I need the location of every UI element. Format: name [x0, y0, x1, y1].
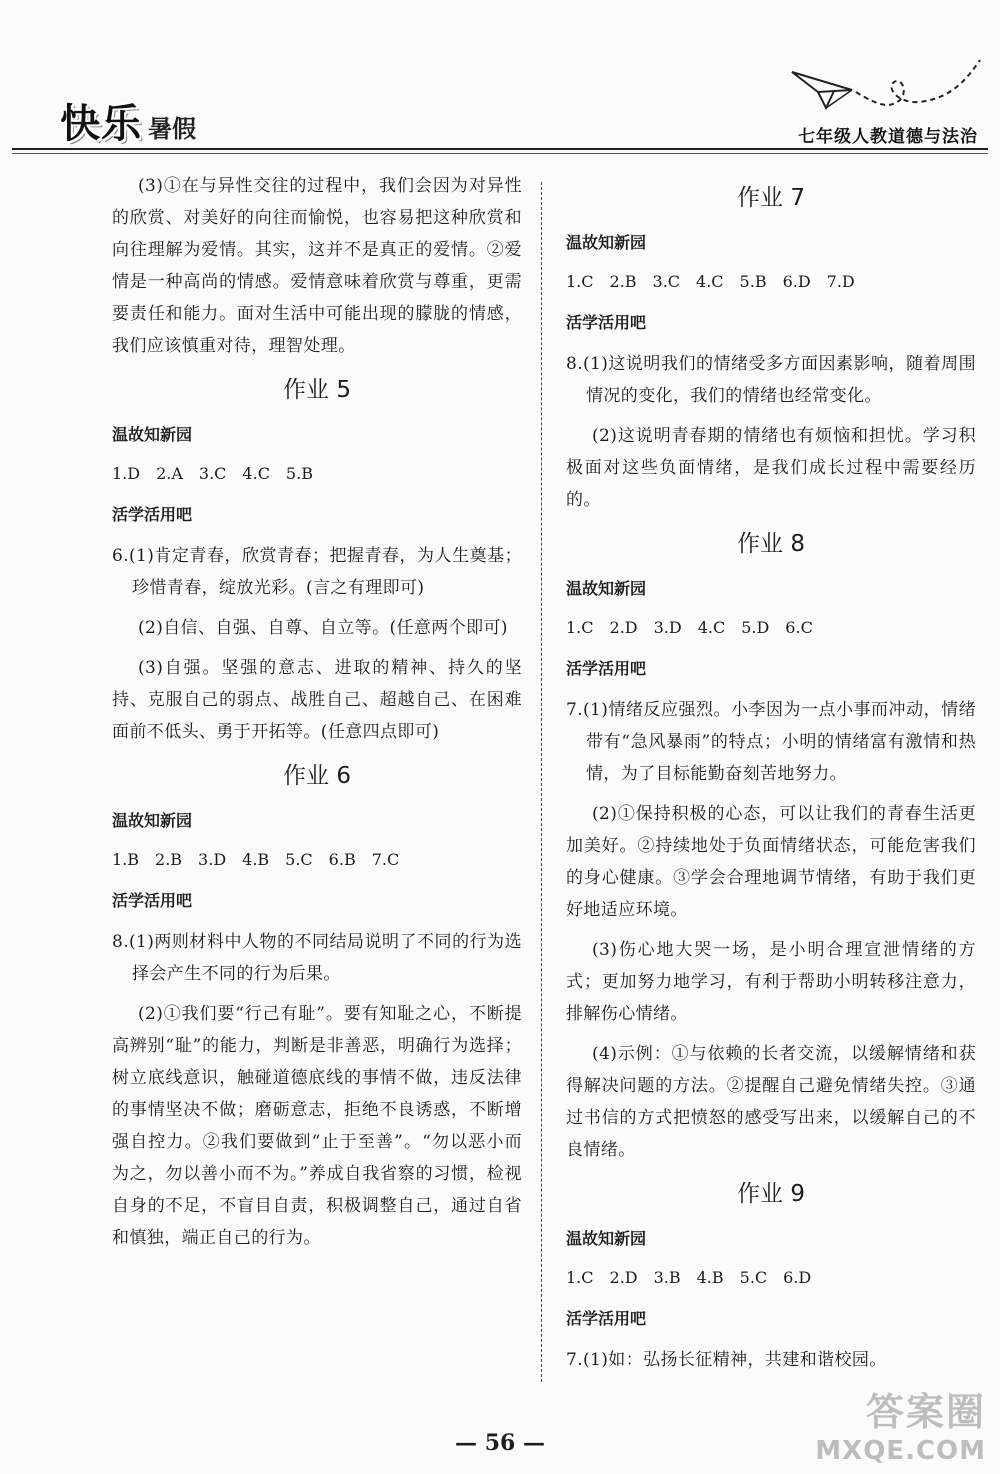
section-title-6: 作业 6 — [283, 763, 351, 789]
subject-label: 七年级人教道德与法治 — [798, 127, 978, 147]
apply-label: 活学活用吧 — [566, 1309, 647, 1328]
apply-label: 活学活用吧 — [112, 891, 193, 910]
answer-paragraph: 6.(1)肯定青春，欣赏青春；把握青春，为人生奠基；珍惜青春，绽放光彩。(言之有理即可) — [112, 546, 522, 598]
review-label: 温故知新园 — [112, 425, 193, 444]
choice-answers: 1.C 2.D 3.D 4.C 5.D 6.C — [566, 618, 813, 637]
answer-paragraph: (3)自强。坚强的意志、进取的精神、持久的坚持、克服自己的弱点、战胜自己、超越自己、在困难面前不低头、勇于开拓等。(任意四点即可) — [112, 658, 522, 742]
choice-answers: 1.D 2.A 3.C 4.C 5.B — [112, 464, 313, 483]
answer-paragraph: 7.(1)如：弘扬长征精神，共建和谐校园。 — [566, 1350, 887, 1370]
section-title-7: 作业 7 — [737, 185, 805, 211]
column-divider — [541, 182, 543, 1382]
answer-paragraph: (2)这说明青春期的情绪也有烦恼和担忧。学习积极面对这些负面情绪，是我们成长过程中需要经历的。 — [566, 426, 976, 510]
review-label: 温故知新园 — [566, 1229, 647, 1248]
choice-answers: 1.C 2.B 3.C 4.C 5.B 6.D 7.D — [566, 272, 855, 291]
review-label: 温故知新园 — [566, 233, 647, 252]
section-title-9: 作业 9 — [737, 1181, 805, 1207]
choice-answers: 1.B 2.B 3.D 4.B 5.C 6.B 7.C — [112, 850, 400, 869]
logo-main-text: 快乐 — [60, 101, 142, 147]
answer-paragraph: (4)示例：①与依赖的长者交流，以缓解情绪和获得解决问题的方法。②提醒自己避免情绪失控。③通过书信的方式把愤怒的感受写出来，以缓解自己的不良情绪。 — [566, 1044, 976, 1160]
answer-paragraph: (2)自信、自强、自尊、自立等。(任意两个即可) — [138, 618, 508, 638]
section-title-8: 作业 8 — [737, 531, 805, 557]
answer-paragraph: 7.(1)情绪反应强烈。小李因为一点小事而冲动，情绪带有“急风暴雨”的特点；小明的情绪富有激情和热情，为了目标能勤奋刻苦地努力。 — [566, 700, 976, 784]
left-column — [112, 170, 522, 1262]
logo-sub-text: 暑假 — [148, 115, 196, 143]
header-rule-thin — [12, 153, 988, 154]
answer-paragraph: (3)①在与异性交往的过程中，我们会因为对异性的欣赏、对美好的向往而愉悦，也容易把这种欣赏和向往理解为爱情。其实，这并不是真正的爱情。②爱情是一种高尚的情感。爱情意味着欣赏与尊重，更需要责任和能力。面对生活中可能出现的朦胧的情感，我们应该慎重对待，理智处理。 — [112, 176, 522, 356]
watermark-url: MXQE.COM — [815, 1436, 986, 1466]
apply-label: 活学活用吧 — [112, 505, 193, 524]
section-title-5: 作业 5 — [283, 377, 351, 403]
paper-plane-icon — [790, 52, 990, 132]
book-logo — [60, 92, 196, 149]
watermark-logo-text: 答案圈 — [865, 1390, 986, 1434]
answer-paragraph: 8.(1)两则材料中人物的不同结局说明了不同的行为选择会产生不同的行为后果。 — [112, 932, 522, 984]
apply-label: 活学活用吧 — [566, 313, 647, 332]
choice-answers: 1.C 2.D 3.B 4.B 5.C 6.D — [566, 1268, 812, 1287]
apply-label: 活学活用吧 — [566, 659, 647, 678]
review-label: 温故知新园 — [566, 579, 647, 598]
site-watermark — [815, 1381, 986, 1466]
page-number: — 56 — — [455, 1430, 545, 1456]
page-header — [0, 0, 1000, 160]
answer-paragraph: (2)①保持积极的心态，可以让我们的青春生活更加美好。②持续地处于负面情绪状态，可能危害我们的身心健康。③学会合理地调节情绪，有助于我们更好地适应环境。 — [566, 804, 976, 920]
answer-paragraph: (3)伤心地大哭一场，是小明合理宣泄情绪的方式；更加努力地学习，有利于帮助小明转移注意力，排解伤心情绪。 — [566, 940, 976, 1024]
header-rule — [12, 148, 988, 150]
answer-paragraph: (2)①我们要“行己有耻”。要有知耻之心，不断提高辨别“耻”的能力，判断是非善恶，明确行为选择；树立底线意识，触碰道德底线的事情不做，违反法律的事情坚决不做；磨砺意志，拒绝不良诱惑，不断增强自控力。②我们要做到“止于至善”。“勿以恶小而为之，勿以善小而不为。”养成自我省察的习惯，检视自身的不足，不盲目自责，积极调整自己，通过自省和慎独，端正自己的行为。 — [112, 1004, 522, 1248]
review-label: 温故知新园 — [112, 811, 193, 830]
answer-paragraph: 8.(1)这说明我们的情绪受多方面因素影响，随着周围情况的变化，我们的情绪也经常变化。 — [566, 354, 976, 406]
right-column — [566, 170, 976, 1384]
